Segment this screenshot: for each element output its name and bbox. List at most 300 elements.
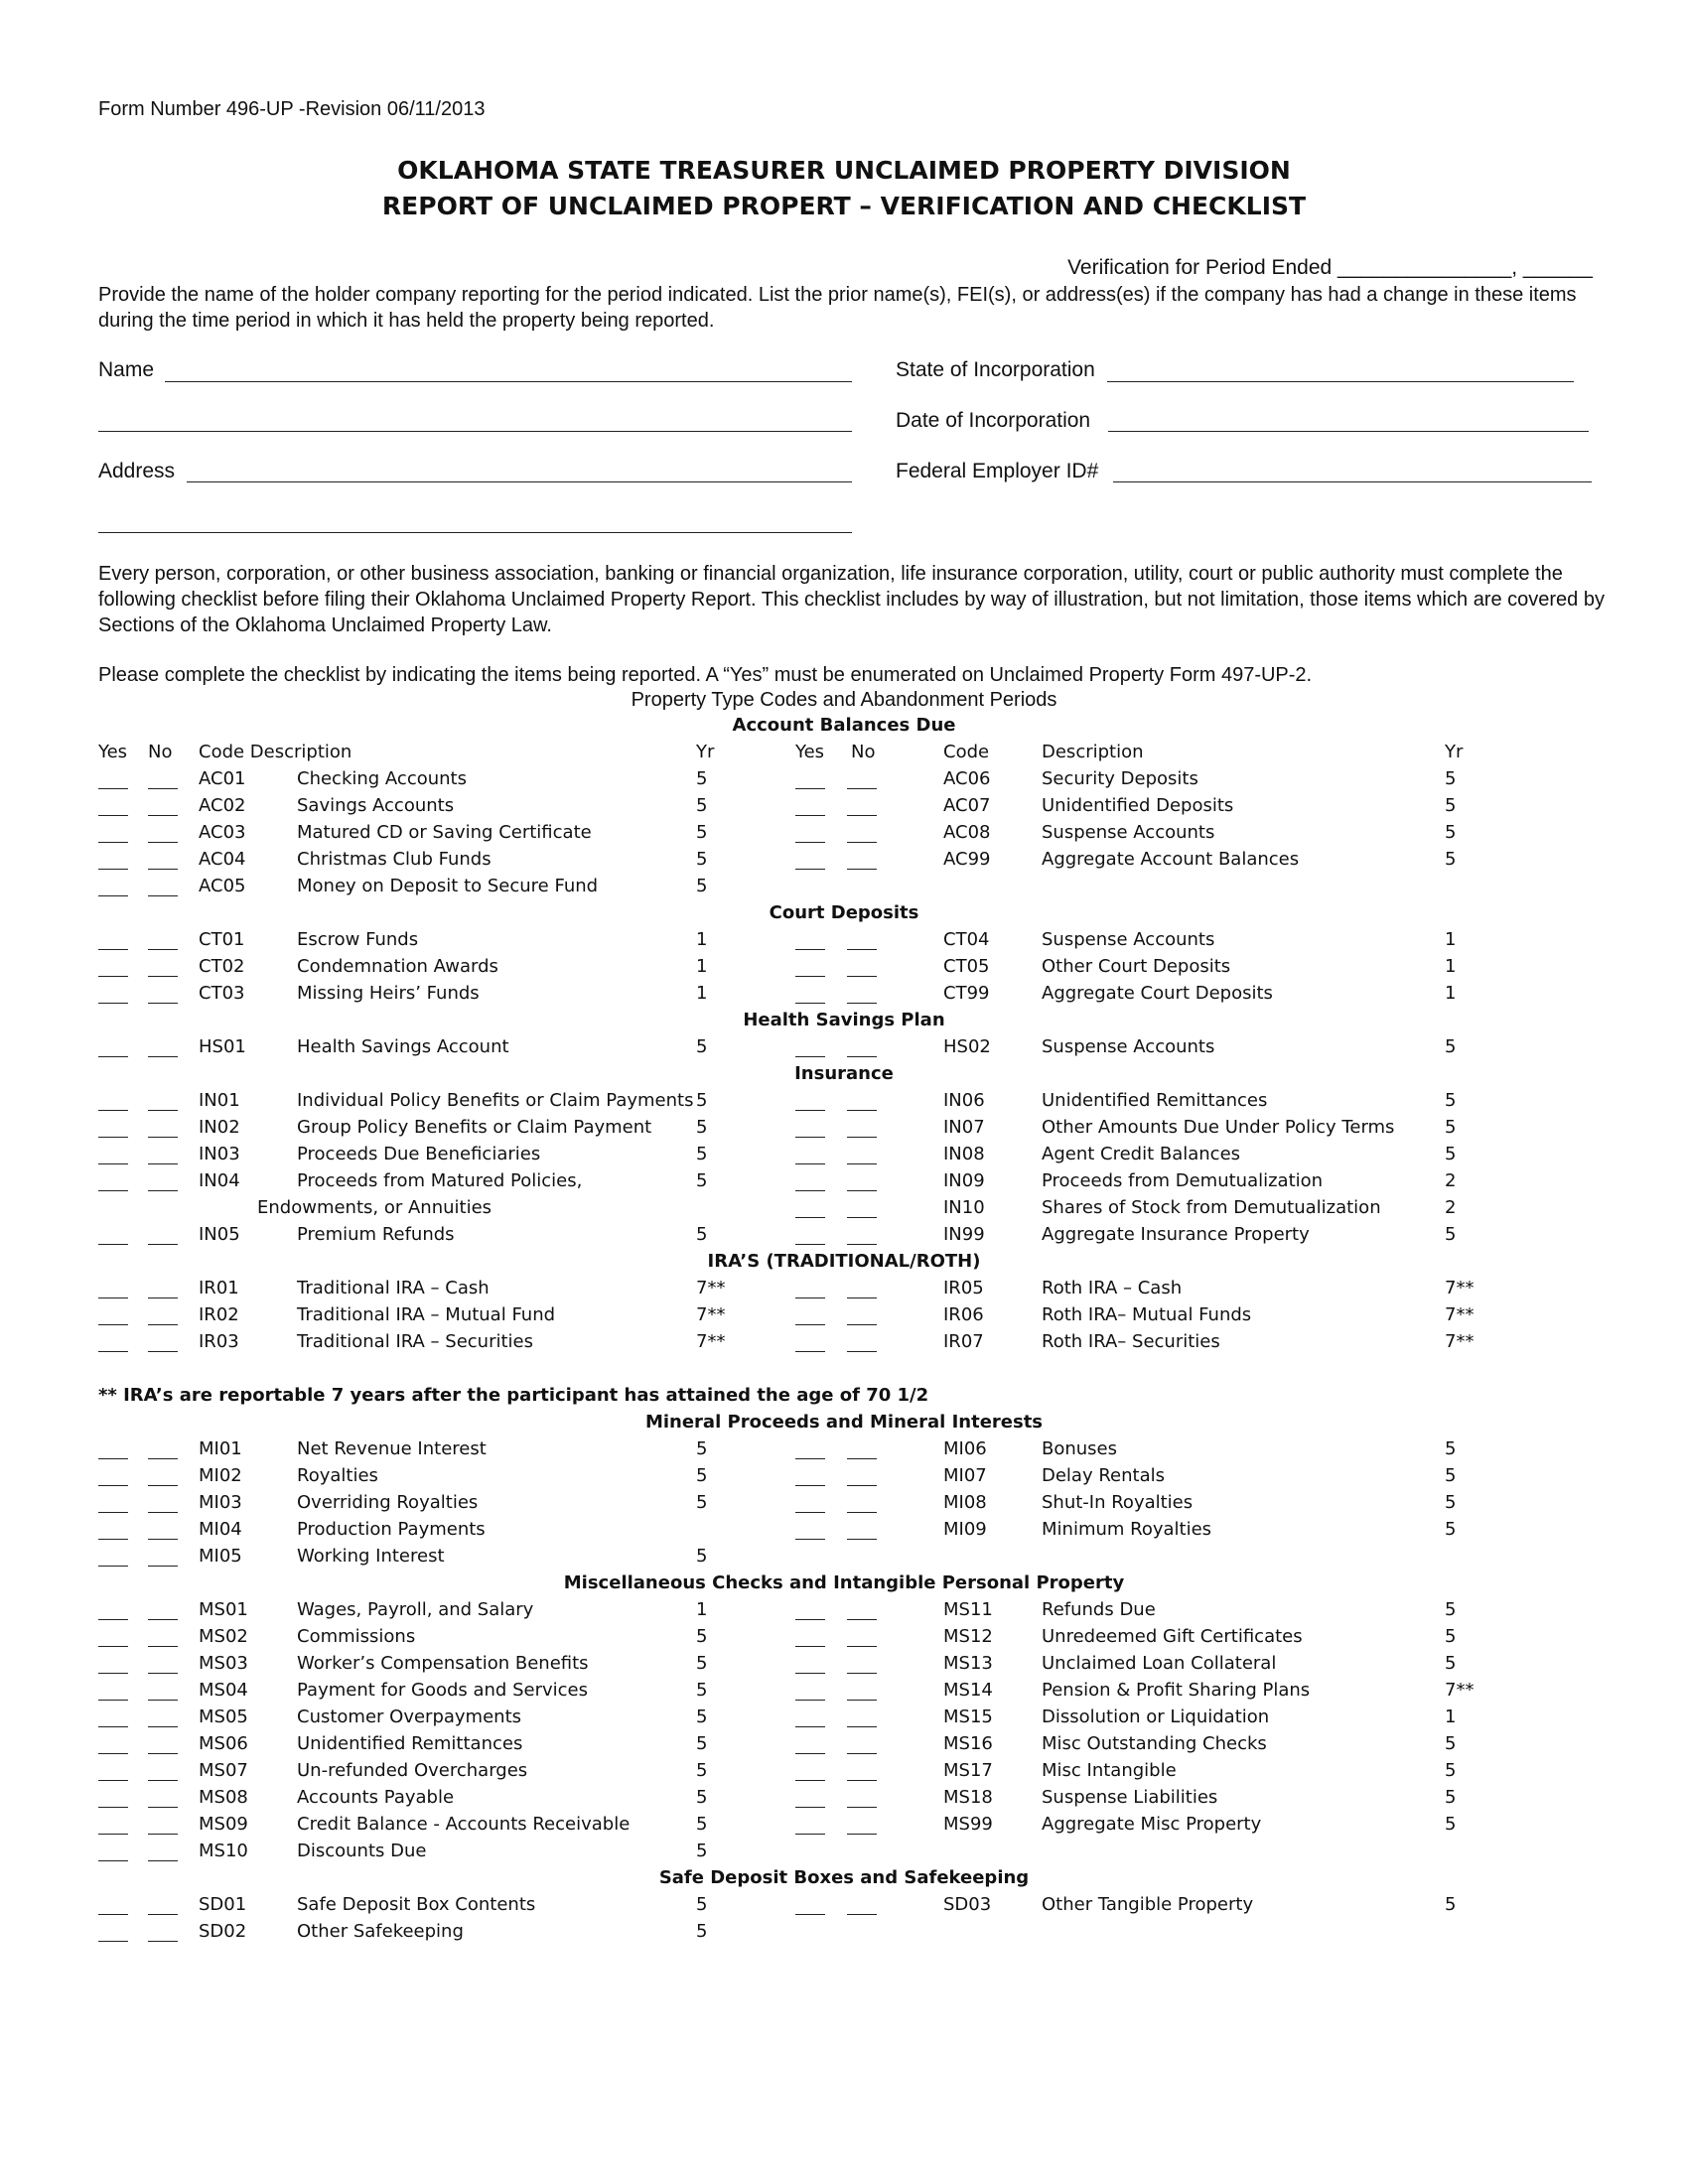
property-description: Savings Accounts [297,795,455,816]
checklist-row [0,1626,1688,1653]
period-ended-field[interactable]: Verification for Period Ended _______________, ______ [1067,256,1593,279]
abandonment-years: 5 [696,1090,708,1111]
property-code: MI05 [199,1546,242,1567]
property-description: Suspense Accounts [1042,929,1215,950]
yes-checkbox[interactable] [795,1465,825,1486]
yes-checkbox[interactable] [795,1036,825,1057]
property-code: SD02 [199,1921,247,1942]
abandonment-years: 5 [1445,1036,1457,1057]
property-description: Money on Deposit to Secure Fund [297,876,599,896]
property-code: MS11 [943,1599,993,1620]
yes-checkbox[interactable] [795,1814,825,1835]
yes-checkbox[interactable] [795,1733,825,1754]
yes-checkbox[interactable] [795,1117,825,1138]
no-checkbox[interactable] [847,1438,877,1459]
no-checkbox[interactable] [847,1894,877,1915]
yes-checkbox[interactable] [795,822,825,843]
checklist-row [0,1519,1688,1546]
property-code: IN07 [943,1117,985,1138]
no-checkbox[interactable] [847,929,877,950]
yes-checkbox[interactable] [98,1492,128,1513]
yes-checkbox[interactable] [98,1224,128,1245]
no-checkbox[interactable] [148,1921,178,1942]
no-checkbox[interactable] [847,1492,877,1513]
yes-checkbox[interactable] [98,822,128,843]
yes-checkbox[interactable] [795,1144,825,1164]
abandonment-years: 1 [696,1599,708,1620]
yes-checkbox[interactable] [795,983,825,1004]
abandonment-years: 5 [696,1706,708,1727]
checklist-row [0,1599,1688,1626]
name-input-line-2[interactable] [98,431,852,432]
abandonment-years: 5 [1445,1117,1457,1138]
property-code: AC08 [943,822,991,843]
abandonment-years: 5 [696,1760,708,1781]
no-checkbox[interactable] [847,1599,877,1620]
no-checkbox[interactable] [847,956,877,977]
property-code: IN02 [199,1117,240,1138]
abandonment-years: 5 [696,1465,708,1486]
yes-checkbox[interactable] [795,1331,825,1352]
property-description: Working Interest [297,1546,445,1567]
fein-label: Federal Employer ID# [896,460,1099,482]
property-code: MS06 [199,1733,248,1754]
no-checkbox[interactable] [847,1224,877,1245]
property-code: IR02 [199,1304,239,1325]
yes-checkbox[interactable] [795,795,825,816]
no-checkbox[interactable] [148,1278,178,1298]
header-code-description: Code Description [199,742,352,762]
no-checkbox[interactable] [148,983,178,1004]
property-code: MI04 [199,1519,242,1540]
abandonment-years: 5 [1445,1894,1457,1915]
checklist-row [0,1653,1688,1680]
intro-text: Provide the name of the holder company reporting for the period indicated. List the prior name(s), FEI(s), or address(es) if the company has had a change in these items during the time period in which it has held the property being reported. [98,284,1577,332]
checklist-row [0,876,1688,902]
property-description: Suspense Accounts [1042,1036,1215,1057]
yes-checkbox[interactable] [98,1894,128,1915]
abandonment-years: 5 [696,795,708,816]
no-checkbox[interactable] [148,1760,178,1781]
section-account-balances: Account Balances Due [732,715,956,736]
yes-checkbox[interactable] [98,1599,128,1620]
no-checkbox[interactable] [148,1653,178,1674]
yes-checkbox[interactable] [795,1438,825,1459]
no-checkbox[interactable] [148,1090,178,1111]
yes-checkbox[interactable] [98,768,128,789]
property-code: IN09 [943,1170,985,1191]
checklist-row [0,1733,1688,1760]
no-checkbox[interactable] [148,1465,178,1486]
yes-checkbox[interactable] [98,1680,128,1701]
address-input-line-2[interactable] [98,532,852,533]
yes-checkbox[interactable] [795,1170,825,1191]
no-checkbox[interactable] [148,1733,178,1754]
yes-checkbox[interactable] [98,849,128,870]
yes-checkbox[interactable] [795,768,825,789]
section-ira: IRA’S (TRADITIONAL/ROTH) [707,1251,981,1272]
checklist-row [0,1546,1688,1572]
codes-title: Property Type Codes and Abandonment Periods [631,689,1057,711]
property-description: Unidentified Deposits [1042,795,1234,816]
property-code: MS15 [943,1706,993,1727]
checklist-row [0,1706,1688,1733]
checklist-row [0,1814,1688,1841]
yes-checkbox[interactable] [98,1787,128,1808]
abandonment-years: 2 [1445,1170,1457,1191]
no-checkbox[interactable] [148,1599,178,1620]
checklist-row [0,822,1688,849]
abandonment-years: 5 [1445,849,1457,870]
state-incorporation-input[interactable] [1107,381,1574,382]
property-code: IN99 [943,1224,985,1245]
no-checkbox[interactable] [148,956,178,977]
property-code: IR07 [943,1331,984,1352]
yes-checkbox[interactable] [795,1599,825,1620]
no-checkbox[interactable] [148,1144,178,1164]
property-description: Credit Balance - Accounts Receivable [297,1814,631,1835]
checklist-row [0,1224,1688,1251]
no-checkbox[interactable] [148,1814,178,1835]
abandonment-years: 5 [1445,1653,1457,1674]
property-description: Traditional IRA – Cash [297,1278,490,1298]
no-checkbox[interactable] [847,1304,877,1325]
property-description: Traditional IRA – Mutual Fund [297,1304,556,1325]
abandonment-years: 5 [1445,1492,1457,1513]
property-code: AC03 [199,822,246,843]
yes-checkbox[interactable] [795,1626,825,1647]
property-code: IR05 [943,1278,984,1298]
no-checkbox[interactable] [148,1117,178,1138]
property-code: CT01 [199,929,245,950]
yes-checkbox[interactable] [795,956,825,977]
name-label: Name [98,358,155,381]
abandonment-years: 7** [1445,1304,1475,1325]
no-checkbox[interactable] [847,822,877,843]
no-checkbox[interactable] [148,1626,178,1647]
property-code: IN05 [199,1224,240,1245]
property-description: Other Safekeeping [297,1921,464,1942]
checklist-row [0,1117,1688,1144]
yes-checkbox[interactable] [98,795,128,816]
checklist-row [0,1465,1688,1492]
header-no-right: No [851,742,876,762]
yes-checkbox[interactable] [98,1733,128,1754]
no-checkbox[interactable] [847,1117,877,1138]
yes-checkbox[interactable] [795,1278,825,1298]
yes-checkbox[interactable] [795,1894,825,1915]
address-input[interactable] [187,481,852,482]
no-checkbox[interactable] [847,1814,877,1835]
no-checkbox[interactable] [847,1170,877,1191]
property-code: MS03 [199,1653,248,1674]
section-health-savings: Health Savings Plan [743,1010,945,1030]
yes-checkbox[interactable] [795,1680,825,1701]
yes-checkbox[interactable] [98,1090,128,1111]
yes-checkbox[interactable] [98,1304,128,1325]
no-checkbox[interactable] [148,1438,178,1459]
abandonment-years: 5 [696,1117,708,1138]
abandonment-years: 5 [696,1144,708,1164]
no-checkbox[interactable] [148,1894,178,1915]
yes-checkbox[interactable] [795,1653,825,1674]
abandonment-years: 5 [696,1653,708,1674]
name-input[interactable] [165,381,852,382]
checklist-row [0,1331,1688,1358]
no-checkbox[interactable] [847,1706,877,1727]
property-description: Unclaimed Loan Collateral [1042,1653,1277,1674]
yes-checkbox[interactable] [98,1117,128,1138]
abandonment-years: 5 [696,1224,708,1245]
no-checkbox[interactable] [148,1224,178,1245]
property-description: Proceeds from Matured Policies, [297,1170,583,1191]
no-checkbox[interactable] [148,795,178,816]
abandonment-years: 1 [1445,1706,1457,1727]
section-mineral: Mineral Proceeds and Mineral Interests [644,1412,1044,1433]
section-court-deposits: Court Deposits [769,902,919,923]
property-description: Misc Intangible [1042,1760,1177,1781]
yes-checkbox[interactable] [795,1706,825,1727]
property-code: IN06 [943,1090,985,1111]
property-description: Christmas Club Funds [297,849,492,870]
property-description: Proceeds Due Beneficiaries [297,1144,541,1164]
property-code: MS13 [943,1653,993,1674]
no-checkbox[interactable] [847,1760,877,1781]
property-description: Unredeemed Gift Certificates [1042,1626,1303,1647]
yes-checkbox[interactable] [98,983,128,1004]
abandonment-years: 1 [1445,983,1457,1004]
abandonment-years: 5 [1445,1438,1457,1459]
no-checkbox[interactable] [847,795,877,816]
property-code: IN01 [199,1090,240,1111]
property-code: AC06 [943,768,991,789]
yes-checkbox[interactable] [98,1760,128,1781]
yes-checkbox[interactable] [795,1224,825,1245]
no-checkbox[interactable] [847,1680,877,1701]
no-checkbox[interactable] [148,1546,178,1567]
property-code: MS02 [199,1626,248,1647]
no-checkbox[interactable] [148,929,178,950]
property-code: MI08 [943,1492,987,1513]
yes-checkbox[interactable] [98,1841,128,1861]
yes-checkbox[interactable] [98,1144,128,1164]
no-checkbox[interactable] [148,876,178,896]
property-description: Roth IRA– Securities [1042,1331,1220,1352]
form-number: Form Number 496-UP -Revision 06/11/2013 [98,98,486,120]
property-code: MS09 [199,1814,248,1835]
property-description: Security Deposits [1042,768,1198,789]
yes-checkbox[interactable] [98,1626,128,1647]
checklist-instruction: Please complete the checklist by indicating the items being reported. A “Yes” must be enumerated on Unclaimed Property Form 497-UP-2. [98,664,1313,686]
property-description: Suspense Accounts [1042,822,1215,843]
checklist-row [0,1170,1688,1197]
section-insurance: Insurance [794,1063,894,1084]
checklist-row [0,1278,1688,1304]
yes-checkbox[interactable] [98,1438,128,1459]
abandonment-years: 7** [696,1278,726,1298]
checklist-row [0,795,1688,822]
no-checkbox[interactable] [847,768,877,789]
checklist-row [0,1144,1688,1170]
header-code-right: Code [943,742,990,762]
no-checkbox[interactable] [148,1170,178,1191]
requirements-paragraph: Every person, corporation, or other business association, banking or financial organization, life insurance corporation, utility, court or public authority must complete the following checklist before filing their Oklahoma Unclaimed Property Report. This checklist includes by way of illustration, but not limitation, those items which are covered by Sections of the Oklahoma Unclaimed Property Law. [98,563,1605,636]
address-label: Address [98,460,176,482]
yes-checkbox[interactable] [795,1787,825,1808]
abandonment-years: 7** [696,1331,726,1352]
yes-checkbox[interactable] [98,1331,128,1352]
property-code: SD01 [199,1894,247,1915]
property-description: Overriding Royalties [297,1492,479,1513]
no-checkbox[interactable] [148,1680,178,1701]
yes-checkbox[interactable] [795,1492,825,1513]
property-description: Roth IRA– Mutual Funds [1042,1304,1252,1325]
no-checkbox[interactable] [148,1787,178,1808]
abandonment-years: 5 [696,1894,708,1915]
section-misc: Miscellaneous Checks and Intangible Personal Property [563,1572,1125,1593]
section-safe-deposit: Safe Deposit Boxes and Safekeeping [658,1867,1030,1888]
abandonment-years: 5 [1445,1144,1457,1164]
yes-checkbox[interactable] [98,1278,128,1298]
yes-checkbox[interactable] [98,1814,128,1835]
fein-input[interactable] [1113,481,1592,482]
property-description: Premium Refunds [297,1224,455,1245]
property-code: MS07 [199,1760,248,1781]
yes-checkbox[interactable] [98,1036,128,1057]
checklist-row [0,1680,1688,1706]
no-checkbox[interactable] [148,1304,178,1325]
property-description: Accounts Payable [297,1787,455,1808]
property-description: Other Tangible Property [1042,1894,1254,1915]
abandonment-years: 5 [1445,822,1457,843]
property-description: Royalties [297,1465,378,1486]
no-checkbox[interactable] [847,1331,877,1352]
property-code: CT04 [943,929,990,950]
no-checkbox[interactable] [847,983,877,1004]
abandonment-years: 5 [1445,1814,1457,1835]
property-description: Health Savings Account [297,1036,509,1057]
property-description: Aggregate Court Deposits [1042,983,1273,1004]
no-checkbox[interactable] [847,849,877,870]
no-checkbox[interactable] [148,1519,178,1540]
abandonment-years: 5 [696,1733,708,1754]
header-yr: Yr [696,742,715,762]
abandonment-years: 7** [696,1304,726,1325]
abandonment-years: 5 [696,1492,708,1513]
no-checkbox[interactable] [148,1036,178,1057]
checklist-row [0,1787,1688,1814]
yes-checkbox[interactable] [98,1546,128,1567]
no-checkbox[interactable] [847,1144,877,1164]
property-description: Suspense Liabilities [1042,1787,1218,1808]
property-code: MS08 [199,1787,248,1808]
property-code: IR03 [199,1331,239,1352]
property-description: Unidentified Remittances [297,1733,523,1754]
no-checkbox[interactable] [847,1197,877,1218]
header-yes: Yes [98,742,128,762]
property-code: AC02 [199,795,246,816]
abandonment-years: 5 [1445,795,1457,816]
yes-checkbox[interactable] [795,849,825,870]
property-description: Dissolution or Liquidation [1042,1706,1270,1727]
checklist-row [0,956,1688,983]
property-description: Checking Accounts [297,768,467,789]
abandonment-years: 5 [696,1626,708,1647]
property-description: Escrow Funds [297,929,419,950]
yes-checkbox[interactable] [795,1519,825,1540]
no-checkbox[interactable] [847,1733,877,1754]
no-checkbox[interactable] [148,1706,178,1727]
no-checkbox[interactable] [847,1278,877,1298]
property-code: CT02 [199,956,245,977]
no-checkbox[interactable] [148,768,178,789]
property-description: Payment for Goods and Services [297,1680,588,1701]
checklist-row [0,1894,1688,1921]
yes-checkbox[interactable] [98,1653,128,1674]
yes-checkbox[interactable] [98,1921,128,1942]
yes-checkbox[interactable] [795,929,825,950]
property-description: Commissions [297,1626,416,1647]
yes-checkbox[interactable] [98,1519,128,1540]
abandonment-years: 5 [1445,1599,1457,1620]
no-checkbox[interactable] [148,849,178,870]
property-code: MI06 [943,1438,987,1459]
no-checkbox[interactable] [847,1626,877,1647]
no-checkbox[interactable] [847,1036,877,1057]
abandonment-years: 1 [696,929,708,950]
yes-checkbox[interactable] [98,929,128,950]
no-checkbox[interactable] [847,1519,877,1540]
property-code: AC01 [199,768,246,789]
no-checkbox[interactable] [847,1465,877,1486]
property-description: Missing Heirs’ Funds [297,983,480,1004]
property-code: MI09 [943,1519,987,1540]
property-code: MS14 [943,1680,993,1701]
yes-checkbox[interactable] [795,1090,825,1111]
property-description: Bonuses [1042,1438,1118,1459]
property-description: Other Court Deposits [1042,956,1231,977]
yes-checkbox[interactable] [98,1706,128,1727]
yes-checkbox[interactable] [795,1304,825,1325]
no-checkbox[interactable] [148,822,178,843]
checklist-row [0,1492,1688,1519]
yes-checkbox[interactable] [98,1170,128,1191]
property-description: Production Payments [297,1519,486,1540]
header-description-right: Description [1042,742,1144,762]
no-checkbox[interactable] [847,1653,877,1674]
property-description: Group Policy Benefits or Claim Payment [297,1117,652,1138]
property-description: Aggregate Misc Property [1042,1814,1262,1835]
no-checkbox[interactable] [148,1841,178,1861]
abandonment-years: 5 [696,1546,708,1567]
property-description: Safe Deposit Box Contents [297,1894,536,1915]
yes-checkbox[interactable] [98,956,128,977]
yes-checkbox[interactable] [98,1465,128,1486]
no-checkbox[interactable] [148,1331,178,1352]
date-incorporation-input[interactable] [1108,431,1589,432]
property-code: AC04 [199,849,246,870]
yes-checkbox[interactable] [795,1197,825,1218]
yes-checkbox[interactable] [795,1760,825,1781]
checklist-row [0,768,1688,795]
no-checkbox[interactable] [148,1492,178,1513]
property-code: MS99 [943,1814,993,1835]
abandonment-years: 1 [696,956,708,977]
checklist-row [0,849,1688,876]
no-checkbox[interactable] [847,1787,877,1808]
no-checkbox[interactable] [847,1090,877,1111]
yes-checkbox[interactable] [98,876,128,896]
